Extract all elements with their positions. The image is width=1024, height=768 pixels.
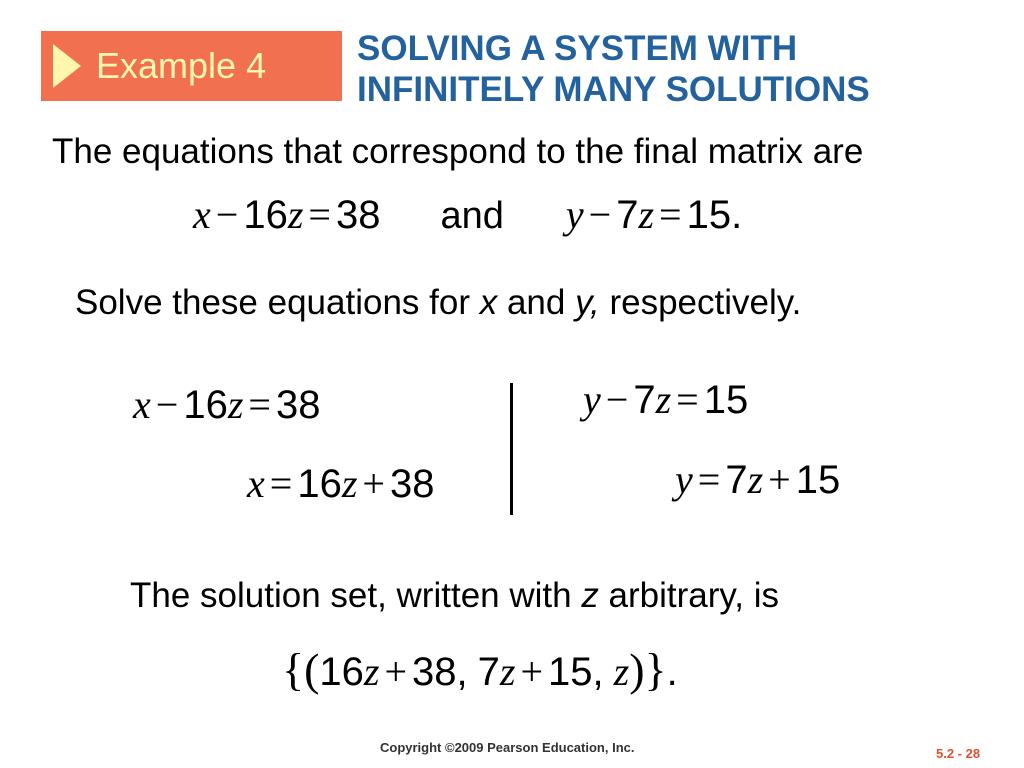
solve-x: x <box>479 283 498 322</box>
num-7: 7 <box>725 458 748 502</box>
left-eq-1 <box>133 383 320 427</box>
title-line-1: SOLVING A SYSTEM WITH <box>357 29 798 68</box>
num-7: 7 <box>477 650 500 694</box>
op-plus: + <box>520 649 544 694</box>
period: . <box>666 650 678 694</box>
var-z: z <box>747 457 764 502</box>
num-15: 15 <box>795 458 841 502</box>
var-y: y <box>565 192 584 237</box>
num-16: 16 <box>319 650 364 694</box>
var-z: z <box>655 377 672 422</box>
slide-title <box>357 28 870 110</box>
op-minus: − <box>215 192 239 237</box>
op-equals: = <box>659 192 682 237</box>
var-z: z <box>287 192 304 237</box>
op-minus: − <box>155 382 179 427</box>
solve-post: respectively. <box>599 283 802 322</box>
right-eq-1 <box>583 378 748 422</box>
num-15: 15 <box>703 378 749 422</box>
num-16: 16 <box>183 383 228 427</box>
close-paren-brace: )} <box>629 644 667 695</box>
op-minus: − <box>588 192 612 237</box>
solution-pre: The solution set, written with <box>130 576 582 615</box>
solve-and: and <box>497 283 576 322</box>
solve-pre: Solve these equations for <box>75 283 480 322</box>
right-eq-2 <box>675 458 840 502</box>
solution-z: z <box>581 576 599 615</box>
num-16: 16 <box>243 193 288 237</box>
op-equals: = <box>269 461 293 506</box>
solve-text <box>75 283 801 323</box>
var-x: x <box>193 192 211 237</box>
solution-post: arbitrary, is <box>598 576 780 615</box>
var-z: z <box>613 649 630 694</box>
num-7: 7 <box>633 378 656 422</box>
op-plus: + <box>362 461 385 506</box>
equations-line <box>193 193 742 238</box>
op-equals: = <box>308 192 331 237</box>
var-z: z <box>638 192 655 237</box>
example-badge <box>41 31 342 101</box>
num-38: 38 <box>275 383 321 427</box>
var-z: z <box>341 461 358 506</box>
intro-text: The equations that correspond to the final matrix are <box>52 132 864 171</box>
var-y: y <box>583 377 601 422</box>
op-plus: + <box>384 649 408 694</box>
op-equals: = <box>248 382 271 427</box>
and-word: and <box>440 195 504 237</box>
num-7: 7 <box>616 193 639 237</box>
num-15-comma: 15, <box>548 650 604 694</box>
open-brace-paren: {( <box>282 644 320 695</box>
num-38-comma: 38, <box>412 650 468 694</box>
num-38: 38 <box>335 193 381 237</box>
solution-set <box>282 644 678 695</box>
op-equals: = <box>697 457 721 502</box>
op-plus: + <box>768 457 791 502</box>
slide-number: 5.2 - 28 <box>936 746 981 761</box>
num-38: 38 <box>389 462 435 506</box>
left-eq-2 <box>247 462 434 506</box>
var-x: x <box>133 382 151 427</box>
var-z: z <box>363 649 380 694</box>
op-equals: = <box>676 377 699 422</box>
op-minus: − <box>605 377 629 422</box>
var-x: x <box>247 461 265 506</box>
var-z: z <box>499 649 516 694</box>
var-y: y <box>675 457 693 502</box>
var-z: z <box>227 382 244 427</box>
example-label: Example 4 <box>96 45 267 86</box>
play-triangle-icon <box>53 44 81 88</box>
column-divider <box>510 383 513 515</box>
solution-text <box>130 576 779 616</box>
num-16: 16 <box>297 462 342 506</box>
solve-y: y, <box>575 283 600 322</box>
title-line-2: INFINITELY MANY SOLUTIONS <box>357 70 870 109</box>
copyright-text: Copyright ©2009 Pearson Education, Inc. <box>380 740 635 755</box>
num-15-dot: 15. <box>686 193 743 237</box>
